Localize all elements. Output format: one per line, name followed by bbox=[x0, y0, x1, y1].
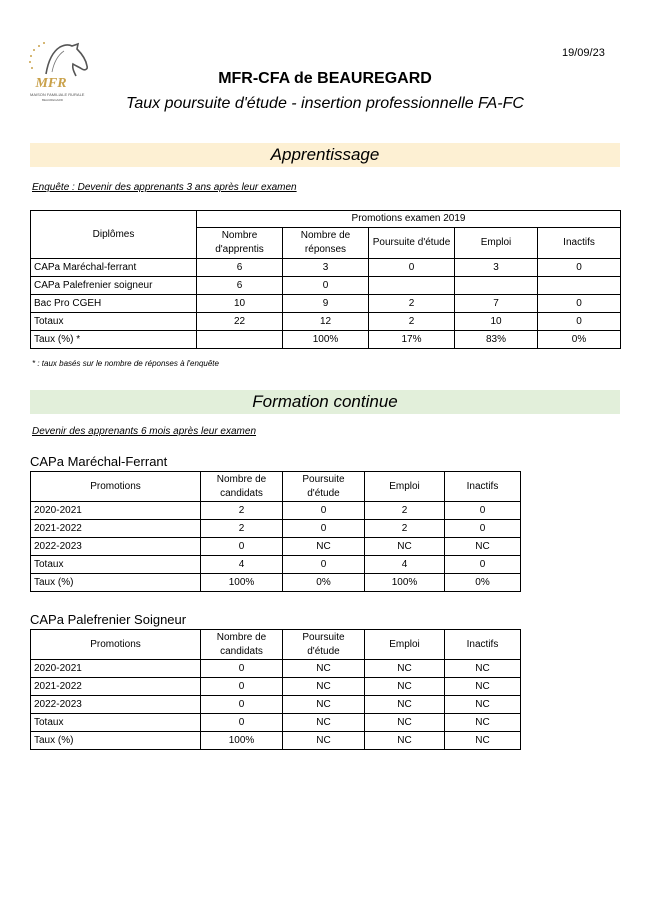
table-cell: 0 bbox=[283, 277, 369, 295]
table-cell: 0 bbox=[201, 538, 283, 556]
table-cell: 4 bbox=[365, 556, 445, 574]
table-header: Emploi bbox=[365, 630, 445, 660]
table-cell: 10 bbox=[197, 295, 283, 313]
table-cell bbox=[538, 277, 621, 295]
table-cell: NC bbox=[445, 696, 521, 714]
table-cell: 0 bbox=[369, 259, 455, 277]
table-cell bbox=[369, 277, 455, 295]
table-header: Promotions bbox=[31, 472, 201, 502]
footnote: * : taux basés sur le nombre de réponses à l'enquête bbox=[32, 359, 219, 368]
table-cell: NC bbox=[365, 732, 445, 750]
table-header: Inactifs bbox=[538, 228, 621, 259]
table-cell: 0% bbox=[538, 331, 621, 349]
table-cell: NC bbox=[365, 678, 445, 696]
table-cell: 0 bbox=[201, 660, 283, 678]
table-header: Emploi bbox=[365, 472, 445, 502]
row-label: CAPa Palefrenier soigneur bbox=[31, 277, 197, 295]
table-cell: NC bbox=[283, 732, 365, 750]
table-row bbox=[31, 574, 521, 592]
table-cell: 100% bbox=[283, 331, 369, 349]
table-cell: NC bbox=[445, 660, 521, 678]
table-header: Poursuite d'étude bbox=[283, 472, 365, 502]
stars-icon bbox=[29, 42, 45, 69]
table-cell: 0 bbox=[283, 556, 365, 574]
table-row bbox=[31, 277, 621, 295]
logo-subtext-2: BEAUREGARD bbox=[42, 98, 64, 102]
table-cell: 0 bbox=[538, 259, 621, 277]
table-cell: NC bbox=[283, 660, 365, 678]
table-header-diplomes: Diplômes bbox=[31, 211, 197, 259]
table-cell: 83% bbox=[455, 331, 538, 349]
apprentissage-table bbox=[30, 210, 621, 349]
table-cell: NC bbox=[365, 696, 445, 714]
table-cell: 100% bbox=[365, 574, 445, 592]
table-header: Nombre de candidats bbox=[201, 630, 283, 660]
row-label: Totaux bbox=[31, 714, 201, 732]
table-row bbox=[31, 696, 521, 714]
table-cell: 6 bbox=[197, 259, 283, 277]
section-heading-formation-continue: Formation continue bbox=[30, 390, 620, 414]
table-row bbox=[31, 714, 521, 732]
table-cell: NC bbox=[365, 660, 445, 678]
table-row bbox=[31, 259, 621, 277]
table-row bbox=[31, 538, 521, 556]
table-cell: 0 bbox=[445, 520, 521, 538]
row-label: Totaux bbox=[31, 556, 201, 574]
table-cell: 2 bbox=[369, 313, 455, 331]
table-row bbox=[31, 678, 521, 696]
table-cell: NC bbox=[283, 714, 365, 732]
row-label: Totaux bbox=[31, 313, 197, 331]
table-cell: 4 bbox=[201, 556, 283, 574]
table-cell: 0 bbox=[538, 295, 621, 313]
table-cell: 0 bbox=[201, 696, 283, 714]
table-cell: 3 bbox=[455, 259, 538, 277]
table-cell: 2 bbox=[365, 502, 445, 520]
table-row bbox=[31, 331, 621, 349]
table-cell: NC bbox=[445, 538, 521, 556]
table-row bbox=[31, 556, 521, 574]
table-cell: 6 bbox=[197, 277, 283, 295]
row-label: Taux (%) bbox=[31, 574, 201, 592]
palefrenier-table bbox=[30, 629, 521, 750]
section-title-palefrenier: CAPa Palefrenier Soigneur bbox=[30, 612, 187, 627]
row-label: CAPa Maréchal-ferrant bbox=[31, 259, 197, 277]
table-header: Nombre de candidats bbox=[201, 472, 283, 502]
page-title: MFR-CFA de BEAUREGARD bbox=[218, 70, 432, 87]
row-label: 2022-2023 bbox=[31, 538, 201, 556]
row-label: Bac Pro CGEH bbox=[31, 295, 197, 313]
table-cell: 10 bbox=[455, 313, 538, 331]
table-cell: 22 bbox=[197, 313, 283, 331]
table-cell: NC bbox=[283, 696, 365, 714]
section-title-marechal: CAPa Maréchal-Ferrant bbox=[30, 454, 168, 469]
table-cell: 2 bbox=[201, 520, 283, 538]
table-cell: 100% bbox=[201, 732, 283, 750]
logo-subtext: MAISON FAMILIALE RURALE bbox=[30, 92, 85, 97]
row-label: 2022-2023 bbox=[31, 696, 201, 714]
table-cell bbox=[455, 277, 538, 295]
table-cell: NC bbox=[445, 678, 521, 696]
table-cell: 0% bbox=[283, 574, 365, 592]
row-label: 2021-2022 bbox=[31, 520, 201, 538]
table-cell: NC bbox=[365, 538, 445, 556]
table-cell: NC bbox=[283, 538, 365, 556]
table-cell: 7 bbox=[455, 295, 538, 313]
table-cell: 0 bbox=[283, 520, 365, 538]
table-header: Poursuite d'étude bbox=[369, 228, 455, 259]
table-cell: 3 bbox=[283, 259, 369, 277]
table-header: Nombre d'apprentis bbox=[197, 228, 283, 259]
table-cell: 0 bbox=[201, 678, 283, 696]
logo-text: MFR bbox=[35, 76, 67, 91]
table-row bbox=[31, 295, 621, 313]
table-cell: NC bbox=[445, 732, 521, 750]
survey-caption: Devenir des apprenants 6 mois après leur examen bbox=[32, 426, 257, 437]
table-cell: 12 bbox=[283, 313, 369, 331]
table-cell: 0 bbox=[445, 502, 521, 520]
table-cell: 0 bbox=[538, 313, 621, 331]
table-cell: 0 bbox=[445, 556, 521, 574]
table-cell: 100% bbox=[201, 574, 283, 592]
row-label: 2021-2022 bbox=[31, 678, 201, 696]
table-header: Inactifs bbox=[445, 630, 521, 660]
table-cell: 0% bbox=[445, 574, 521, 592]
table-row bbox=[31, 502, 521, 520]
page-subtitle: Taux poursuite d'étude - insertion professionnelle FA-FC bbox=[126, 95, 524, 112]
table-header: Nombre de réponses bbox=[283, 228, 369, 259]
table-cell: 2 bbox=[201, 502, 283, 520]
table-cell: 2 bbox=[365, 520, 445, 538]
table-cell: 0 bbox=[283, 502, 365, 520]
row-label: Taux (%) * bbox=[31, 331, 197, 349]
table-header: Emploi bbox=[455, 228, 538, 259]
survey-caption: Enquête : Devenir des apprenants 3 ans après leur examen bbox=[32, 182, 297, 193]
table-cell bbox=[197, 331, 283, 349]
marechal-table bbox=[30, 471, 521, 592]
table-cell: NC bbox=[365, 714, 445, 732]
table-row bbox=[31, 660, 521, 678]
table-row bbox=[31, 732, 521, 750]
table-header: Inactifs bbox=[445, 472, 521, 502]
table-cell: 17% bbox=[369, 331, 455, 349]
table-cell: NC bbox=[445, 714, 521, 732]
table-cell: 2 bbox=[369, 295, 455, 313]
table-cell: NC bbox=[283, 678, 365, 696]
table-header: Promotions bbox=[31, 630, 201, 660]
table-group-header: Promotions examen 2019 bbox=[197, 211, 621, 228]
document-date: 19/09/23 bbox=[562, 47, 605, 59]
row-label: 2020-2021 bbox=[31, 502, 201, 520]
table-row bbox=[31, 520, 521, 538]
table-cell: 9 bbox=[283, 295, 369, 313]
row-label: 2020-2021 bbox=[31, 660, 201, 678]
table-cell: 0 bbox=[201, 714, 283, 732]
table-row bbox=[31, 313, 621, 331]
row-label: Taux (%) bbox=[31, 732, 201, 750]
section-heading-apprentissage: Apprentissage bbox=[30, 143, 620, 167]
table-header: Poursuite d'étude bbox=[283, 630, 365, 660]
